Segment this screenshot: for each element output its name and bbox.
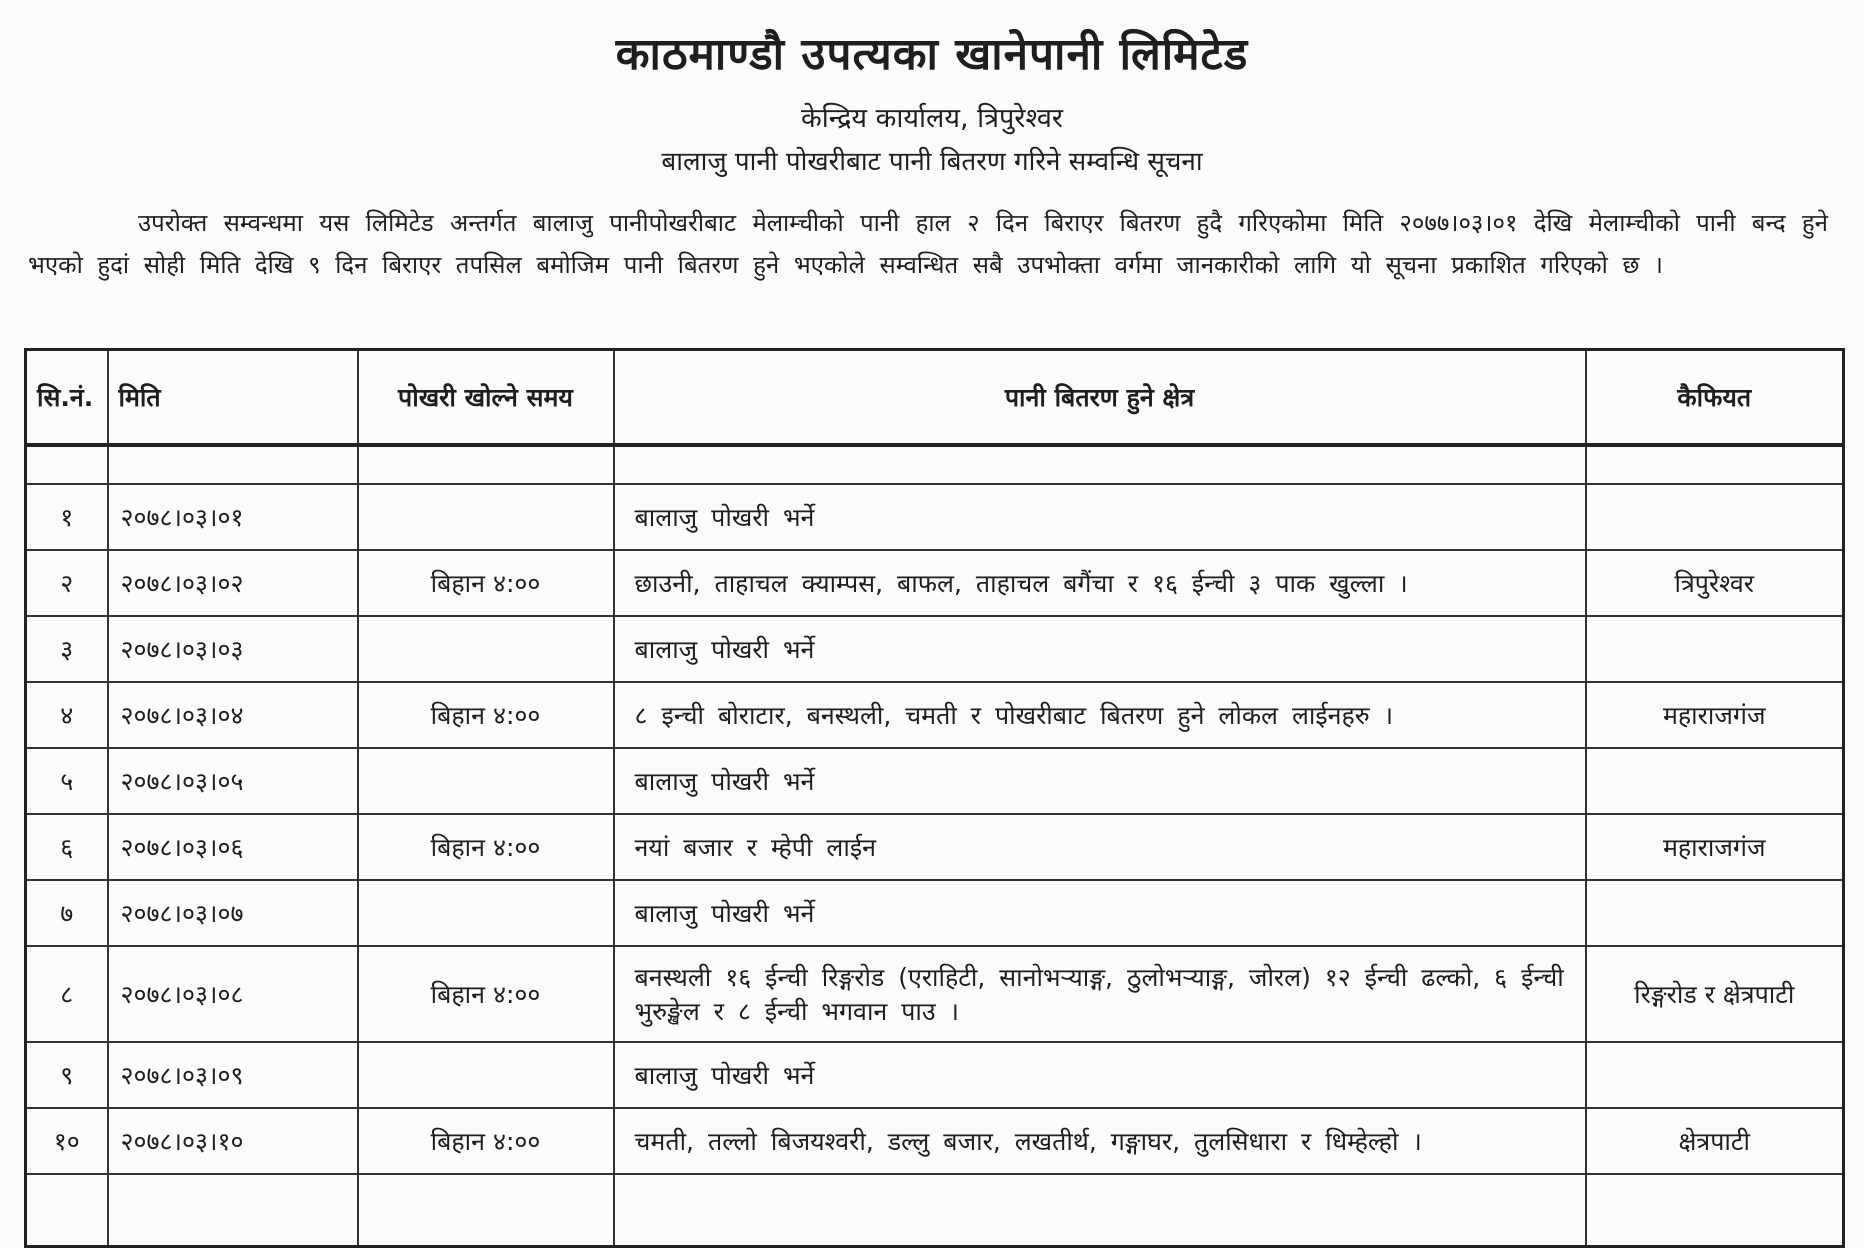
serial-cell: ४ — [26, 682, 108, 748]
remarks-cell — [1586, 484, 1844, 550]
area-cell: बालाजु पोखरी भर्ने — [614, 880, 1586, 946]
time-cell: बिहान ४:०० — [358, 550, 614, 616]
spacer-cell — [108, 1174, 358, 1247]
area-cell: बालाजु पोखरी भर्ने — [614, 748, 1586, 814]
header-distribution-area: पानी बितरण हुने क्षेत्र — [614, 350, 1586, 446]
date-cell: २०७८।०३।१० — [108, 1108, 358, 1174]
date-cell: २०७८।०३।०४ — [108, 682, 358, 748]
table-spacer-row — [26, 445, 1844, 484]
table-row — [26, 748, 1844, 814]
spacer-cell — [108, 445, 358, 484]
spacer-cell — [1586, 1174, 1844, 1247]
office-name: केन्द्रिय कार्यालय, त्रिपुरेश्वर — [801, 103, 1063, 134]
table-row — [26, 682, 1844, 748]
area-cell: बालाजु पोखरी भर्ने — [614, 616, 1586, 682]
table-header-row — [26, 350, 1844, 446]
area-cell: ८ इन्ची बोराटार, बनस्थली, चमती र पोखरीबाट बितरण हुने लोकल लाईनहरु । — [614, 682, 1586, 748]
date-cell: २०७८।०३।०३ — [108, 616, 358, 682]
date-cell: २०७८।०३।०९ — [108, 1042, 358, 1108]
serial-cell: ३ — [26, 616, 108, 682]
serial-cell: १ — [26, 484, 108, 550]
date-cell: २०७८।०३।०५ — [108, 748, 358, 814]
remarks-cell: क्षेत्रपाटी — [1586, 1108, 1844, 1174]
area-cell: बनस्थली १६ ईन्ची रिङ्गरोड (एराहिटी, सानोभऱ्याङ्ग, ठुलोभऱ्याङ्ग, जोरल) १२ ईन्ची ढल्को, ६ ईन्ची भुरुङ्खेल र ८ ईन्ची भगवान पाउ । — [614, 946, 1586, 1042]
serial-cell: १० — [26, 1108, 108, 1174]
table-row — [26, 484, 1844, 550]
table-row — [26, 814, 1844, 880]
spacer-cell — [1586, 445, 1844, 484]
serial-cell: ९ — [26, 1042, 108, 1108]
remarks-cell — [1586, 616, 1844, 682]
area-cell: छाउनी, ताहाचल क्याम्पस, बाफल, ताहाचल बगैंचा र १६ ईन्ची ३ पाक खुल्ला । — [614, 550, 1586, 616]
table-row — [26, 1108, 1844, 1174]
organization-title: काठमाण्डौ उपत्यका खानेपानी लिमिटेड — [615, 29, 1249, 80]
table-row — [26, 550, 1844, 616]
table-row — [26, 1042, 1844, 1108]
remarks-cell — [1586, 880, 1844, 946]
time-cell — [358, 880, 614, 946]
time-cell — [358, 748, 614, 814]
header-serial: सि.नं. — [26, 350, 108, 446]
spacer-cell — [358, 1174, 614, 1247]
table-spacer-row — [26, 1174, 1844, 1247]
date-cell: २०७८।०३।०७ — [108, 880, 358, 946]
serial-cell: ६ — [26, 814, 108, 880]
serial-cell: ५ — [26, 748, 108, 814]
area-cell: चमती, तल्लो बिजयश्वरी, डल्लु बजार, लखतीर्थ, गङ्गाघर, तुलसिधारा र धिम्हेल्हो । — [614, 1108, 1586, 1174]
remarks-cell: त्रिपुरेश्वर — [1586, 550, 1844, 616]
remarks-cell — [1586, 1042, 1844, 1108]
date-cell: २०७८।०३।०८ — [108, 946, 358, 1042]
serial-cell: ८ — [26, 946, 108, 1042]
area-cell: बालाजु पोखरी भर्ने — [614, 484, 1586, 550]
serial-cell: २ — [26, 550, 108, 616]
date-cell: २०७८।०३।०२ — [108, 550, 358, 616]
date-cell: २०७८।०३।०६ — [108, 814, 358, 880]
remarks-cell — [1586, 748, 1844, 814]
notice-subject: बालाजु पानी पोखरीबाट पानी बितरण गरिने सम्वन्धि सूचना — [661, 147, 1203, 177]
remarks-cell: रिङ्गरोड र क्षेत्रपाटी — [1586, 946, 1844, 1042]
header-remarks: कैफियत — [1586, 350, 1844, 446]
time-cell: बिहान ४:०० — [358, 814, 614, 880]
spacer-cell — [614, 445, 1586, 484]
table-row — [26, 880, 1844, 946]
area-cell: बालाजु पोखरी भर्ने — [614, 1042, 1586, 1108]
table-row — [26, 616, 1844, 682]
serial-cell: ७ — [26, 880, 108, 946]
spacer-cell — [358, 445, 614, 484]
spacer-cell — [26, 1174, 108, 1247]
date-cell: २०७८।०३।०१ — [108, 484, 358, 550]
remarks-cell: महाराजगंज — [1586, 682, 1844, 748]
time-cell — [358, 484, 614, 550]
time-cell — [358, 1042, 614, 1108]
table-row — [26, 946, 1844, 1042]
spacer-cell — [26, 445, 108, 484]
notice-body: उपरोक्त सम्वन्धमा यस लिमिटेड अन्तर्गत बालाजु पानीपोखरीबाट मेलाम्चीको पानी हाल २ दिन बिराएर बितरण हुदै गरिएकोमा मिति २०७७।०३।०१ देखि मेलाम्चीको पानी बन्द हुने भएको हुदां सोही मिति देखि ९ दिन बिराएर तपसिल बमोजिम पानी बितरण हुने भएकोले सम्वन्धित सबै उपभोक्ता वर्गमा जानकारीको लागि यो सूचना प्रकाशित गरिएको छ । — [28, 209, 1828, 279]
header-date: मिति — [108, 350, 358, 446]
spacer-cell — [614, 1174, 1586, 1247]
area-cell: नयां बजार र म्हेपी लाईन — [614, 814, 1586, 880]
time-cell: बिहान ४:०० — [358, 1108, 614, 1174]
time-cell: बिहान ४:०० — [358, 682, 614, 748]
remarks-cell: महाराजगंज — [1586, 814, 1844, 880]
time-cell — [358, 616, 614, 682]
time-cell: बिहान ४:०० — [358, 946, 614, 1042]
header-opening-time: पोखरी खोल्ने समय — [358, 350, 614, 446]
distribution-schedule-table — [24, 348, 1845, 1248]
